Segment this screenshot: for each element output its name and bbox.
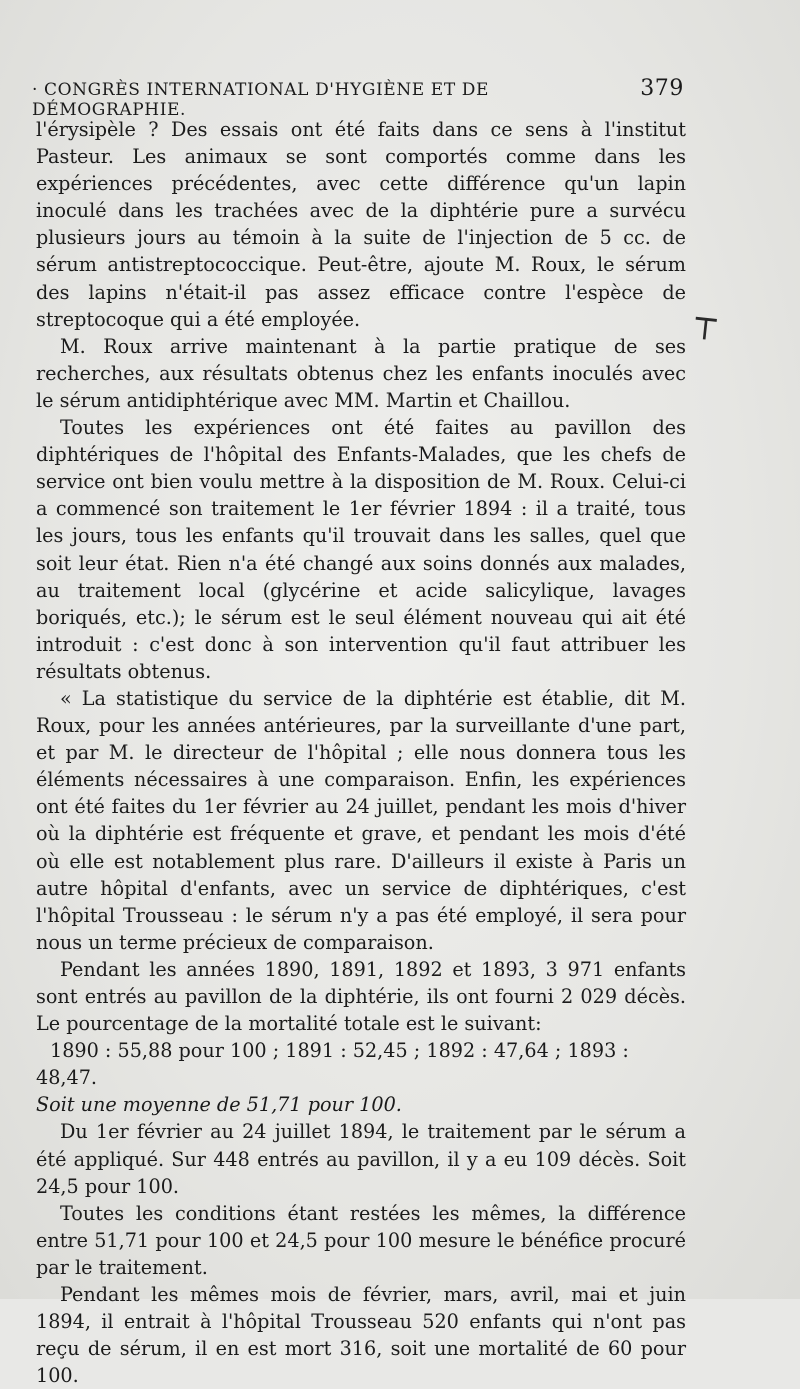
statistics-line: 1890 : 55,88 pour 100 ; 1891 : 52,45 ; 1892 : 47,64 ; 1893 : 48,47. [36,1039,629,1090]
average-line [36,1091,686,1118]
paragraph-1: l'érysipèle ? Des essais ont été faits dans ce sens à l'institut Pasteur. Les animaux se sont comportés comme dans les expériences précédentes, avec cette différence qu'un lapin inoculé dans les trachées avec de la diphtérie pure a survécu plusieurs jours au témoin à la suite de l'injection de 5 cc. de sérum antistreptococcique. Peut-être, ajoute M. Roux, le sérum des lapins n'était-il pas assez efficace contre l'espèce de streptocoque qui a été employée. [36,118,686,331]
paragraph-7: Toutes les conditions étant restées les mêmes, la différence entre 51,71 pour 100 et 24,5 pour 100 mesure le bénéfice procuré par le traitement. [36,1201,686,1279]
header-title: · CONGRÈS INTERNATIONAL D'HYGIÈNE ET DE DÉMOGRAPHIE. [32,80,489,120]
paragraph-6: Du 1er février au 24 juillet 1894, le traitement par le sérum a été appliqué. Sur 448 entrés au pavillon, il y a eu 109 décès. Soit 24,5 pour 100. [36,1120,686,1198]
paragraph-3: Toutes les expériences ont été faites au pavillon des diphtériques de l'hôpital des Enfants-Malades, que les chefs de service ont bien voulu mettre à la disposition de M. Roux. Celui-ci a commencé son traitement le 1er février 1894 : il a traité, tous les jours, tous les enfants qu'il trouvait dans les salles, quel que soit leur état. Rien n'a été changé aux soins donnés aux malades, au traitement local (glycérine et acide salicylique, lavages boriqués, etc.); le sérum est le seul élément nouveau qui ait été introduit : c'est donc à son intervention qu'il faut attribuer les résultats obtenus. [36,416,686,683]
running-header [32,76,684,120]
paragraph-2: M. Roux arrive maintenant à la partie pratique de ses recherches, aux résultats obtenus chez les enfants inoculés avec le sérum antidiphtérique avec MM. Martin et Chaillou. [36,334,686,412]
page-number: 379 [640,76,684,101]
page-body [36,116,686,1389]
paragraph-4: « La statistique du service de la diphtérie est établie, dit M. Roux, pour les années antérieures, par la surveillante d'une part, et par M. le directeur de l'hôpital ; elle nous donnera tous les éléments nécessaires à une comparaison. Enfin, les expériences ont été faites du 1er février au 24 juillet, pendant les mois d'hiver où la diphtérie est fréquente et grave, et pendant les mois d'été où elle est notablement plus rare. D'ailleurs il existe à Paris un autre hôpital d'enfants, avec un service de diphtériques, c'est l'hôpital Trousseau : le sérum n'y a pas été employé, il sera pour nous un terme précieux de comparaison. [36,686,686,954]
average-text: Soit une moyenne de 51,71 pour 100. [36,1093,402,1117]
handwritten-margin-mark: ┬ [693,299,719,341]
paragraph-5: Pendant les années 1890, 1891, 1892 et 1893, 3 971 enfants sont entrés au pavillon de la diphtérie, ils ont fourni 2 029 décès. Le pourcentage de la mortalité totale est le suivant: [36,957,686,1036]
paragraph-8: Pendant les mêmes mois de février, mars, avril, mai et juin 1894, il entrait à l'hôpital Trousseau 520 enfants qui n'ont pas reçu de sérum, il en est mort 316, soit une mortalité de 60 pour 100. [36,1283,686,1388]
